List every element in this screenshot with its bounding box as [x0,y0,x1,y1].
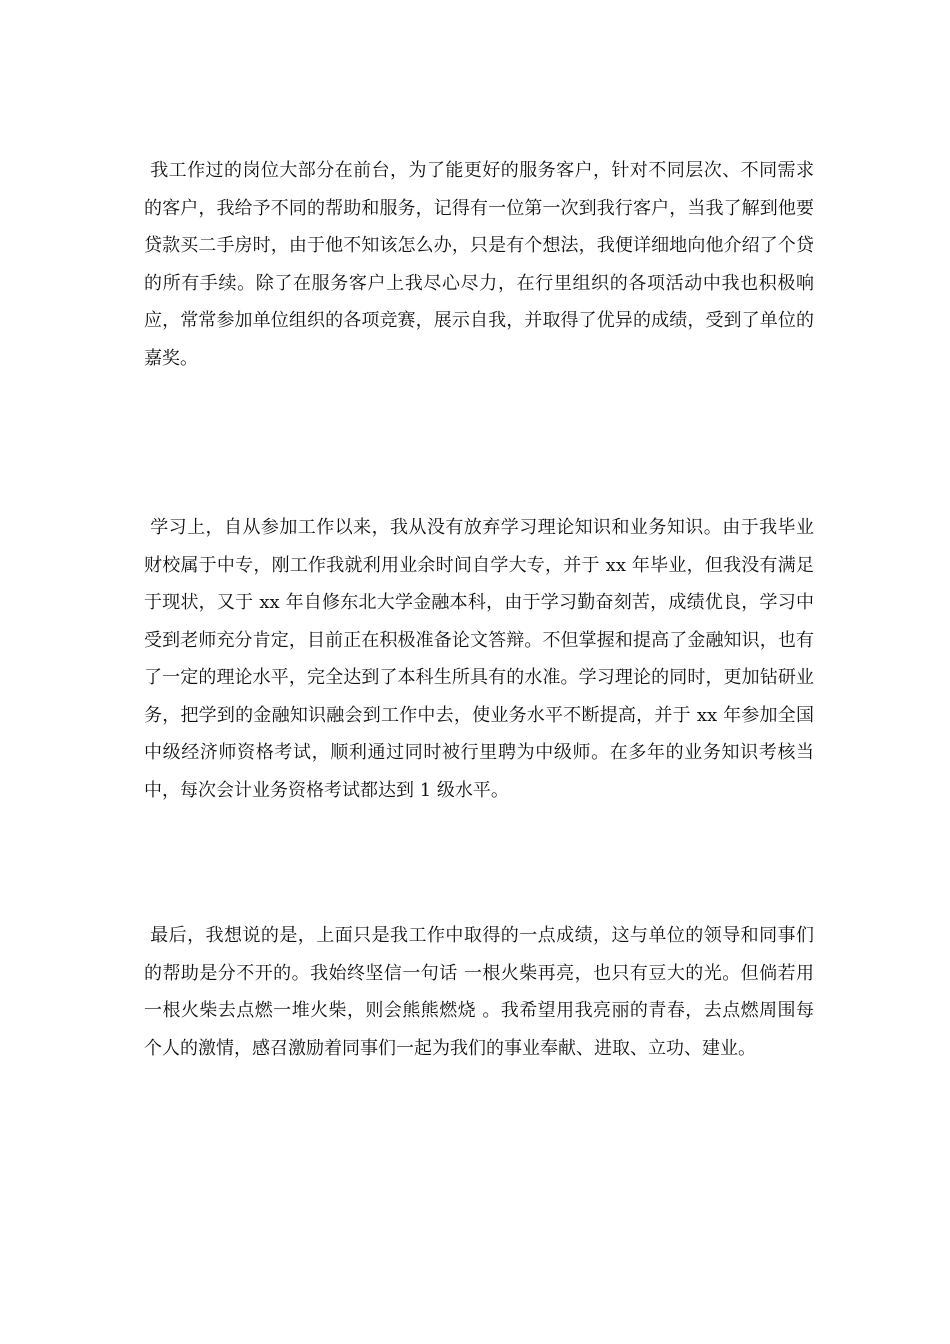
paragraph-conclusion: 最后，我想说的是，上面只是我工作中取得的一点成绩，这与单位的领导和同事们的帮助是分不开的。我始终坚信一句话 一根火柴再亮，也只有豆大的光。但倘若用一根火柴去点燃一堆火柴，则会熊熊燃烧 。我希望用我亮丽的青春，去点燃周围每个人的激情，感召激励着同事们一起为我们的事业奉献、进取、立功、建业。 [144,925,814,1059]
paragraph-work-experience: 我工作过的岗位大部分在前台，为了能更好的服务客户，针对不同层次、不同需求的客户，我给予不同的帮助和服务，记得有一位第一次到我行客户，当我了解到他要贷款买二手房时，由于他不知该怎么办，只是有个想法，我便详细地向他介绍了个贷的所有手续。除了在服务客户上我尽心尽力，在行里组织的各项活动中我也积极响应，常常参加单位组织的各项竞赛，展示自我，并取得了优异的成绩，受到了单位的嘉奖。 [144,160,814,369]
paragraph-study: 学习上，自从参加工作以来，我从没有放弃学习理论知识和业务知识。由于我毕业财校属于中专，刚工作我就利用业余时间自学大专，并于 xx 年毕业，但我没有满足于现状，又于 xx 年自修东北大学金融本科，由于学习勤奋刻苦，成绩优良，学习中受到老师充分肯定，目前正在积极准备论文答辩。不但掌握和提高了金融知识，也有了一定的理论水平，完全达到了本科生所具有的水准。学习理论的同时，更加钻研业务，把学到的金融知识融会到工作中去，使业务水平不断提高，并于 xx 年参加全国中级经济师资格考试，顺利通过同时被行里聘为中级师。在多年的业务知识考核当中，每次会计业务资格考试都达到 1 级水平。 [144,517,814,801]
